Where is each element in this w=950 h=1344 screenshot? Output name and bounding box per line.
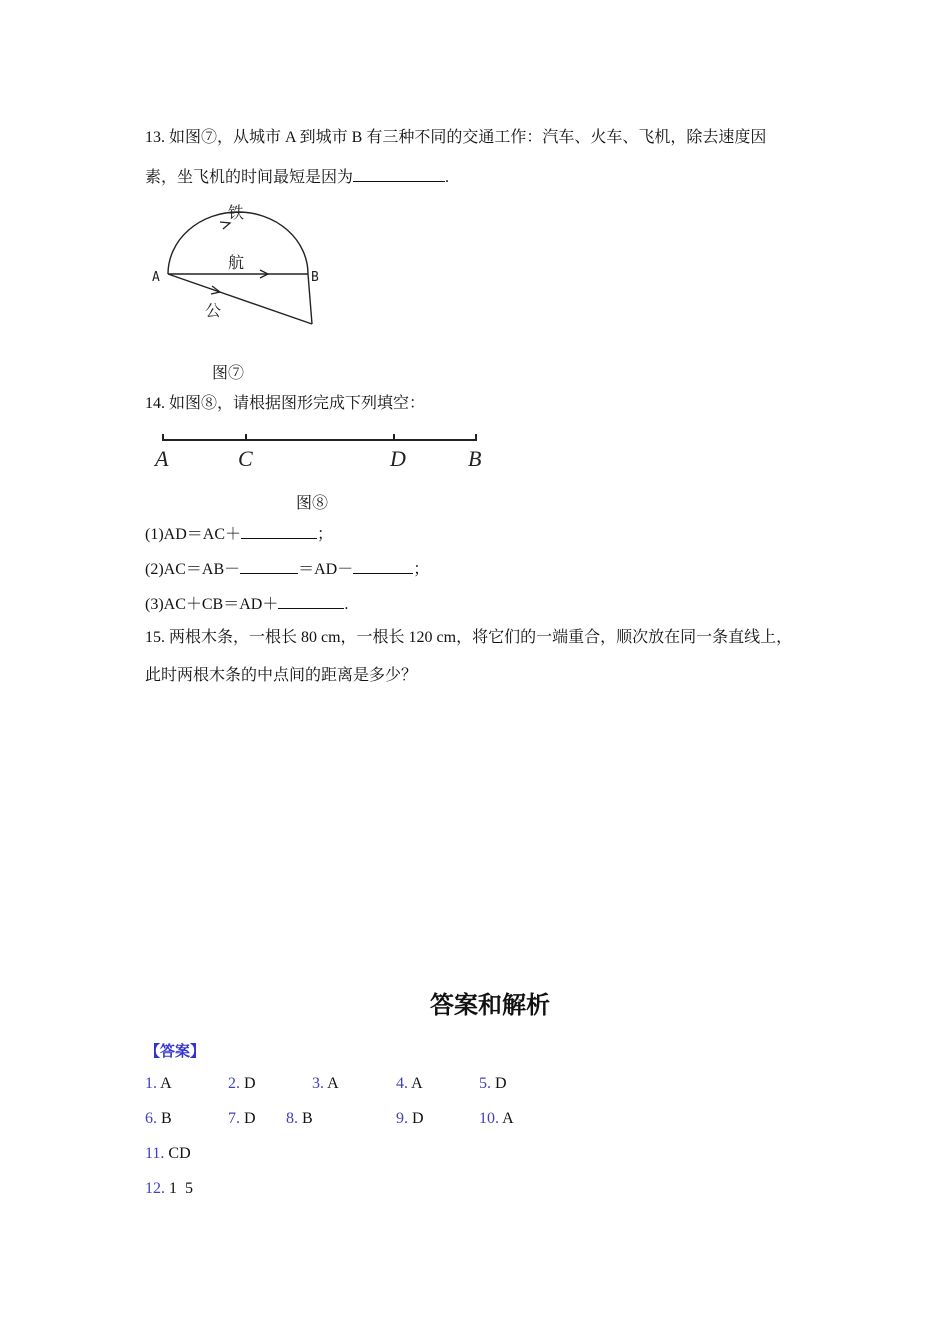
figure-7-caption: 图⑦	[212, 365, 245, 382]
answer-num: 4.	[396, 1075, 408, 1092]
answer-num: 10.	[479, 1110, 499, 1127]
answer-item	[312, 1075, 339, 1093]
answer-item	[286, 1110, 313, 1128]
figure-7-route-diagram	[148, 198, 338, 338]
point-a: A	[155, 446, 169, 471]
answer-num: 2.	[228, 1075, 240, 1092]
q14-sub2-blank2	[353, 558, 413, 574]
q14-sub2-text: (2)AC＝AB－	[145, 561, 241, 578]
q14-sub1-blank	[241, 523, 317, 539]
answer-value: CD	[168, 1145, 191, 1162]
answers-title: 答案和解析	[430, 991, 550, 1019]
q14-sub1	[145, 523, 333, 545]
q13-answer-blank	[353, 166, 445, 182]
point-c: C	[238, 446, 253, 471]
q13-line2-text: 素，坐飞机的时间最短是因为	[145, 169, 354, 186]
answer-item	[145, 1110, 172, 1128]
q14-sub1-end: ；	[317, 526, 334, 543]
answer-value: D	[244, 1110, 256, 1127]
q13-line1: 13. 如图⑦，从城市 A 到城市 B 有三种不同的交通工作：汽车、火车、飞机，除去速度因	[145, 129, 767, 146]
answer-item	[145, 1145, 191, 1163]
answer-value: A	[160, 1075, 172, 1092]
q14-sub3-end: .	[344, 596, 349, 613]
q14-sub3-blank	[278, 593, 344, 609]
answer-item	[396, 1110, 424, 1128]
q15-line1: 15. 两根木条，一根长 80 cm，一根长 120 cm，将它们的一端重合，顺次放在同一条直线上，	[145, 629, 793, 646]
answer-num: 5.	[479, 1075, 491, 1092]
answer-value: 1 5	[169, 1180, 193, 1197]
figure-8-caption: 图⑧	[296, 495, 329, 512]
answer-num: 3.	[312, 1075, 324, 1092]
answers-label: 【答案】	[145, 1042, 206, 1060]
q13-line2-end: .	[445, 169, 450, 186]
answer-value: D	[412, 1110, 424, 1127]
q14-sub2-end: ；	[413, 561, 430, 578]
answer-item	[228, 1075, 256, 1093]
q14-sub3-text: (3)AC＋CB＝AD＋	[145, 596, 279, 613]
answer-value: B	[161, 1110, 172, 1127]
answer-item	[396, 1075, 423, 1093]
answer-value: A	[411, 1075, 423, 1092]
label-rail: 铁	[228, 203, 245, 222]
q14-sub2-blank1	[240, 558, 298, 574]
q13-line2	[145, 166, 449, 188]
answer-num: 1.	[145, 1075, 157, 1092]
answer-item	[145, 1180, 193, 1198]
point-a-label: A	[152, 270, 160, 285]
answer-num: 7.	[228, 1110, 240, 1127]
point-d: D	[390, 446, 406, 471]
answer-num: 9.	[396, 1110, 408, 1127]
figure-8-segment	[150, 428, 500, 476]
answer-num: 8.	[286, 1110, 298, 1127]
answer-item	[479, 1075, 507, 1093]
answer-value: A	[502, 1110, 514, 1127]
q14-sub3	[145, 593, 348, 615]
answer-num: 12.	[145, 1180, 165, 1197]
answer-value: A	[327, 1075, 339, 1092]
point-b: B	[468, 446, 482, 471]
q14-sub2-mid: ＝AD－	[298, 561, 354, 578]
q14-stem: 14. 如图⑧，请根据图形完成下列填空：	[145, 395, 426, 412]
answer-item	[479, 1110, 514, 1128]
rail-arrow-icon	[220, 222, 230, 229]
q15-line2: 此时两根木条的中点间的距离是多少？	[145, 667, 418, 684]
label-air: 航	[228, 253, 245, 272]
answer-value: D	[244, 1075, 256, 1092]
label-road: 公	[205, 301, 222, 320]
q14-sub1-text: (1)AD＝AC＋	[145, 526, 241, 543]
road-line-1	[168, 274, 312, 324]
point-b-label: B	[311, 270, 319, 285]
answer-value: B	[302, 1110, 313, 1127]
answer-item	[145, 1075, 172, 1093]
q14-sub2	[145, 558, 429, 580]
answer-num: 6.	[145, 1110, 157, 1127]
answer-num: 11.	[145, 1145, 165, 1162]
answer-value: D	[495, 1075, 507, 1092]
answer-item	[228, 1110, 256, 1128]
